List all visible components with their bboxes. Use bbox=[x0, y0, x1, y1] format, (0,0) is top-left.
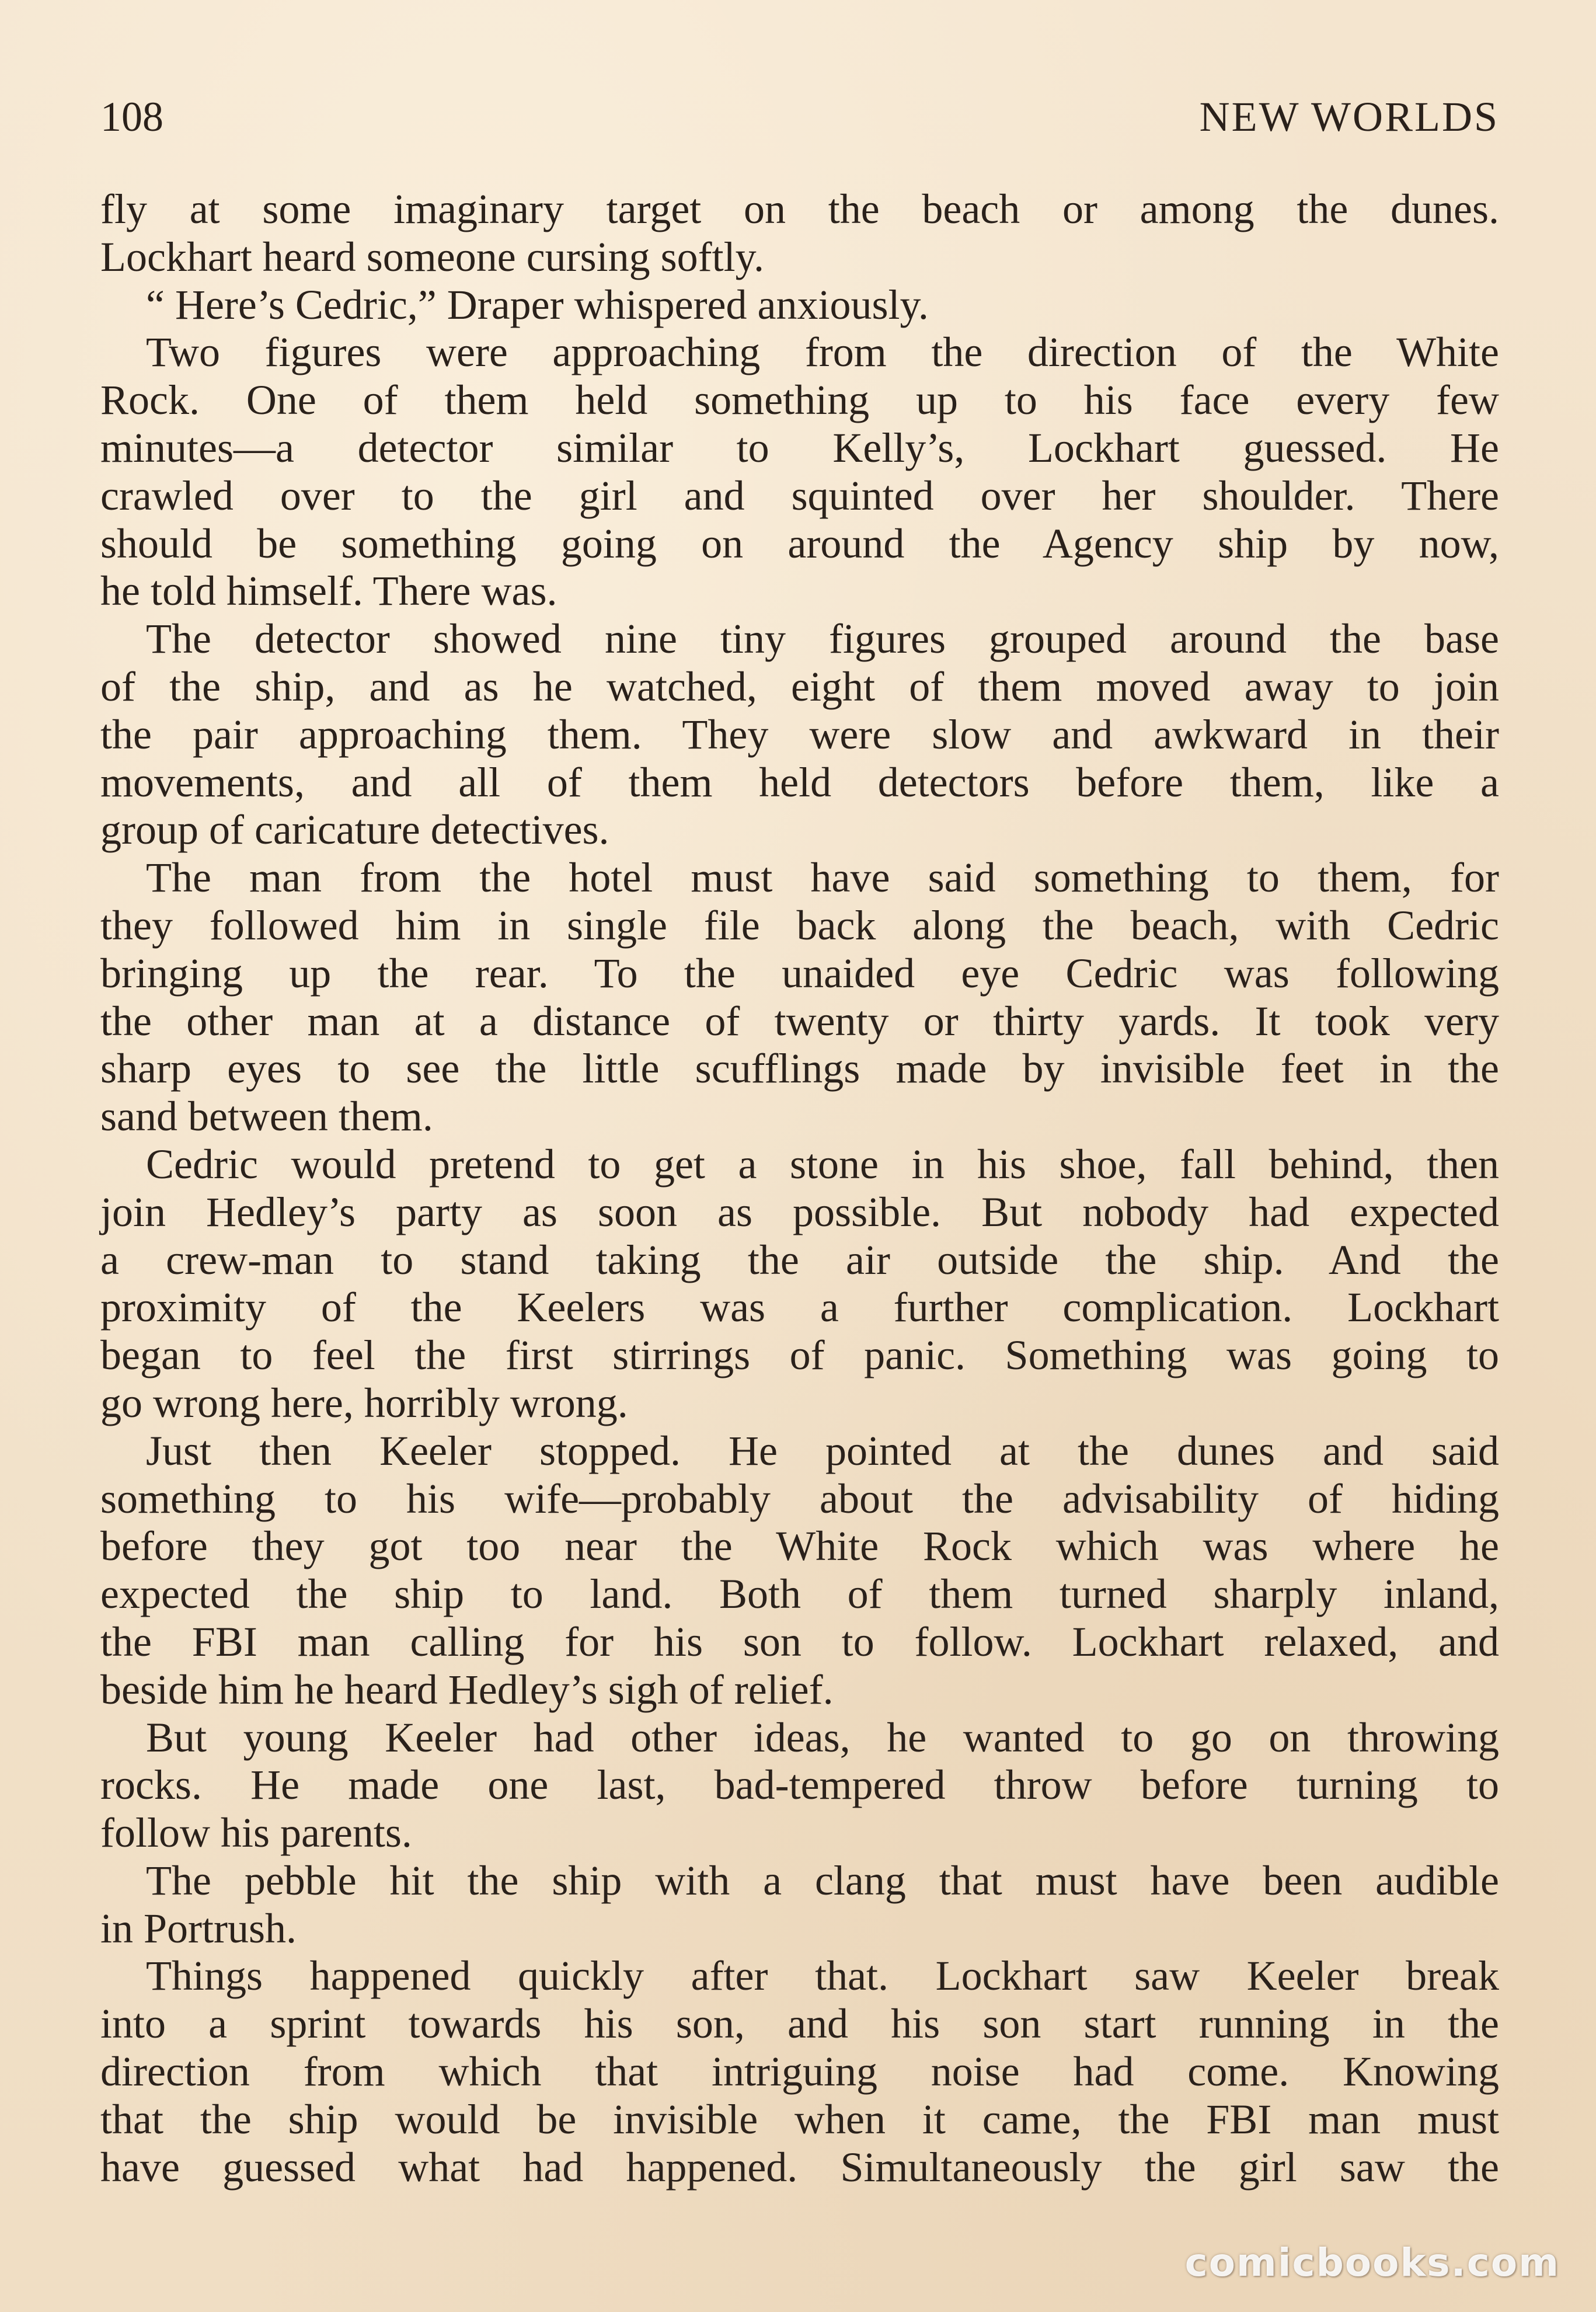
text-line: Lockhart heard someone cursing softly. bbox=[100, 233, 764, 280]
running-head bbox=[100, 88, 1499, 146]
text-line: in Portrush. bbox=[100, 1904, 297, 1952]
text-line: “ Here’s Cedric,” Draper whispered anxiously. bbox=[146, 281, 929, 328]
text-line: a crew-man to stand taking the air outside the ship. And the bbox=[100, 1236, 1499, 1283]
text-line: Cedric would pretend to get a stone in his shoe, fall behind, then bbox=[146, 1140, 1499, 1188]
text-line: rocks. He made one last, bad-tempered throw before turning to bbox=[100, 1761, 1499, 1809]
text-line: into a sprint towards his son, and his son start running in the bbox=[100, 2000, 1499, 2048]
text-line: join Hedley’s party as soon as possible. But nobody had expected bbox=[100, 1188, 1499, 1235]
text-line: minutes—a detector similar to Kelly’s, Lockhart guessed. He bbox=[100, 424, 1499, 471]
text-line: The detector showed nine tiny figures grouped around the base bbox=[146, 615, 1499, 663]
text-line: go wrong here, horribly wrong. bbox=[100, 1379, 628, 1426]
text-line: that the ship would be invisible when it came, the FBI man must bbox=[100, 2095, 1499, 2143]
text-line: bringing up the rear. To the unaided eye Cedric was following bbox=[100, 949, 1499, 997]
text-line: he told himself. There was. bbox=[100, 567, 557, 615]
text-line: expected the ship to land. Both of them turned sharply inland, bbox=[100, 1571, 1499, 1618]
watermark: comicbooks.com bbox=[1184, 2240, 1560, 2285]
text-line: the other man at a distance of twenty or thirty yards. It took very bbox=[100, 997, 1499, 1044]
text-line: group of caricature detectives. bbox=[100, 806, 609, 854]
text-line: Things happened quickly after that. Lockhart saw Keeler break bbox=[146, 1952, 1499, 2000]
text-line: sand between them. bbox=[100, 1093, 433, 1140]
text-line: The pebble hit the ship with a clang that must have been audible bbox=[146, 1857, 1499, 1904]
text-line: Rock. One of them held something up to his face every few bbox=[100, 377, 1499, 424]
text-line: sharp eyes to see the little scufflings made by invisible feet in the bbox=[100, 1045, 1499, 1092]
text-line: the pair approaching them. They were slow and awkward in their bbox=[100, 711, 1499, 758]
text-line: direction from which that intriguing noise had come. Knowing bbox=[100, 2048, 1499, 2095]
text-line: Two figures were approaching from the direction of the White bbox=[146, 329, 1499, 376]
text-line: before they got too near the White Rock which was where he bbox=[100, 1523, 1499, 1570]
text-line: fly at some imaginary target on the beach or among the dunes. bbox=[100, 186, 1499, 232]
body-text bbox=[100, 186, 1499, 2191]
text-line: something to his wife—probably about the advisability of hiding bbox=[100, 1475, 1499, 1522]
page-number: 108 bbox=[100, 93, 163, 140]
journal-title: NEW WORLDS bbox=[1199, 93, 1499, 140]
text-line: beside him he heard Hedley’s sigh of relief. bbox=[100, 1666, 834, 1713]
text-line: follow his parents. bbox=[100, 1809, 412, 1857]
text-line: proximity of the Keelers was a further complication. Lockhart bbox=[100, 1284, 1499, 1331]
text-line: they followed him in single file back along the beach, with Cedric bbox=[100, 901, 1499, 949]
text-line: Just then Keeler stopped. He pointed at the dunes and said bbox=[146, 1427, 1499, 1474]
text-line: have guessed what had happened. Simultaneously the girl saw the bbox=[100, 2143, 1499, 2191]
text-line: of the ship, and as he watched, eight of them moved away to join bbox=[100, 663, 1499, 710]
text-line: crawled over to the girl and squinted over her shoulder. There bbox=[100, 472, 1499, 519]
text-line: The man from the hotel must have said something to them, for bbox=[146, 854, 1499, 901]
text-line: began to feel the first stirrings of panic. Something was going to bbox=[100, 1332, 1499, 1379]
text-line: movements, and all of them held detectors before them, like a bbox=[100, 758, 1499, 806]
text-line: should be something going on around the Agency ship by now, bbox=[100, 520, 1499, 567]
text-line: But young Keeler had other ideas, he wanted to go on throwing bbox=[146, 1714, 1499, 1761]
text-line: the FBI man calling for his son to follow. Lockhart relaxed, and bbox=[100, 1618, 1499, 1665]
